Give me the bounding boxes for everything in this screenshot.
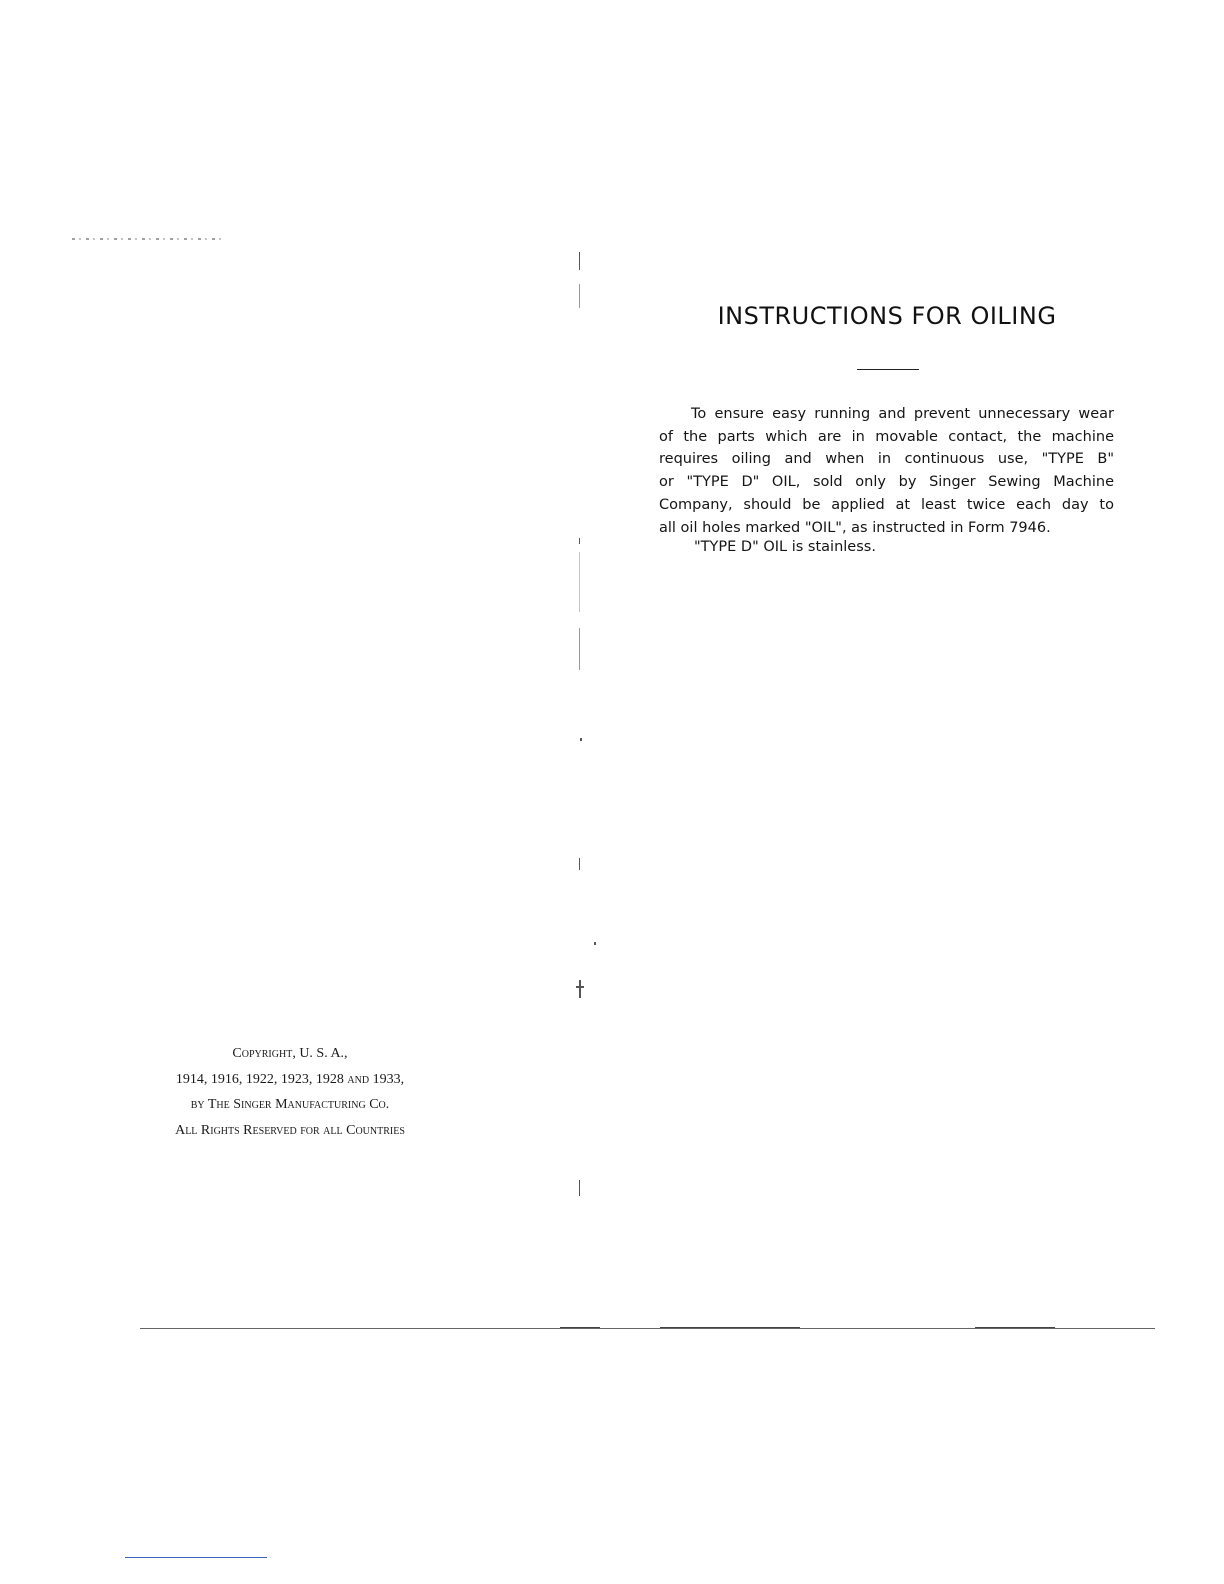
fold-mark [579,980,581,998]
fold-mark [579,552,580,612]
trim-line [975,1327,1055,1328]
fold-mark [579,858,580,870]
fold-mark [579,252,580,270]
fold-mark [579,628,580,670]
trim-line [660,1327,800,1328]
oiling-paragraph [659,403,1114,539]
paragraph-line: or "TYPE D" OIL, sold only by Singer Sewing Machine [659,474,1114,491]
title-divider [857,369,919,370]
copyright-owner: by The Singer Manufacturing Co. [190,1097,390,1112]
scan-artifact-line [125,1557,267,1558]
fold-mark [579,1180,580,1196]
fold-mark [580,738,582,741]
paragraph-line: all oil holes marked "OIL", as instructed in Form 7946. [659,519,1051,536]
copyright-rights: All Rights Reserved for all Countries [175,1122,405,1138]
fold-mark [594,942,596,945]
trim-line [140,1328,1155,1329]
scan-artifact [72,238,222,240]
trim-line [560,1327,600,1328]
copyright-block [100,1041,480,1143]
page-title: INSTRUCTIONS FOR OILING [717,302,1057,330]
copyright-years: 1914, 1916, 1922, 1923, 1928 and 1933, [175,1071,405,1087]
fold-mark [579,284,580,308]
stainless-note: "TYPE D" OIL is stainless. [694,539,876,555]
paragraph-line: To ensure easy running and prevent unnecessary wear [691,406,1114,422]
fold-mark [579,538,580,544]
paragraph-line: requires oiling and when in continuous use, "TYPE B" [659,451,1114,468]
copyright-line: Copyright, U. S. A., [232,1046,348,1061]
paragraph-line: Company, should be applied at least twice each day to [659,496,1114,513]
fold-mark [576,986,584,988]
paragraph-line: of the parts which are in movable contact, the machine [659,428,1114,445]
